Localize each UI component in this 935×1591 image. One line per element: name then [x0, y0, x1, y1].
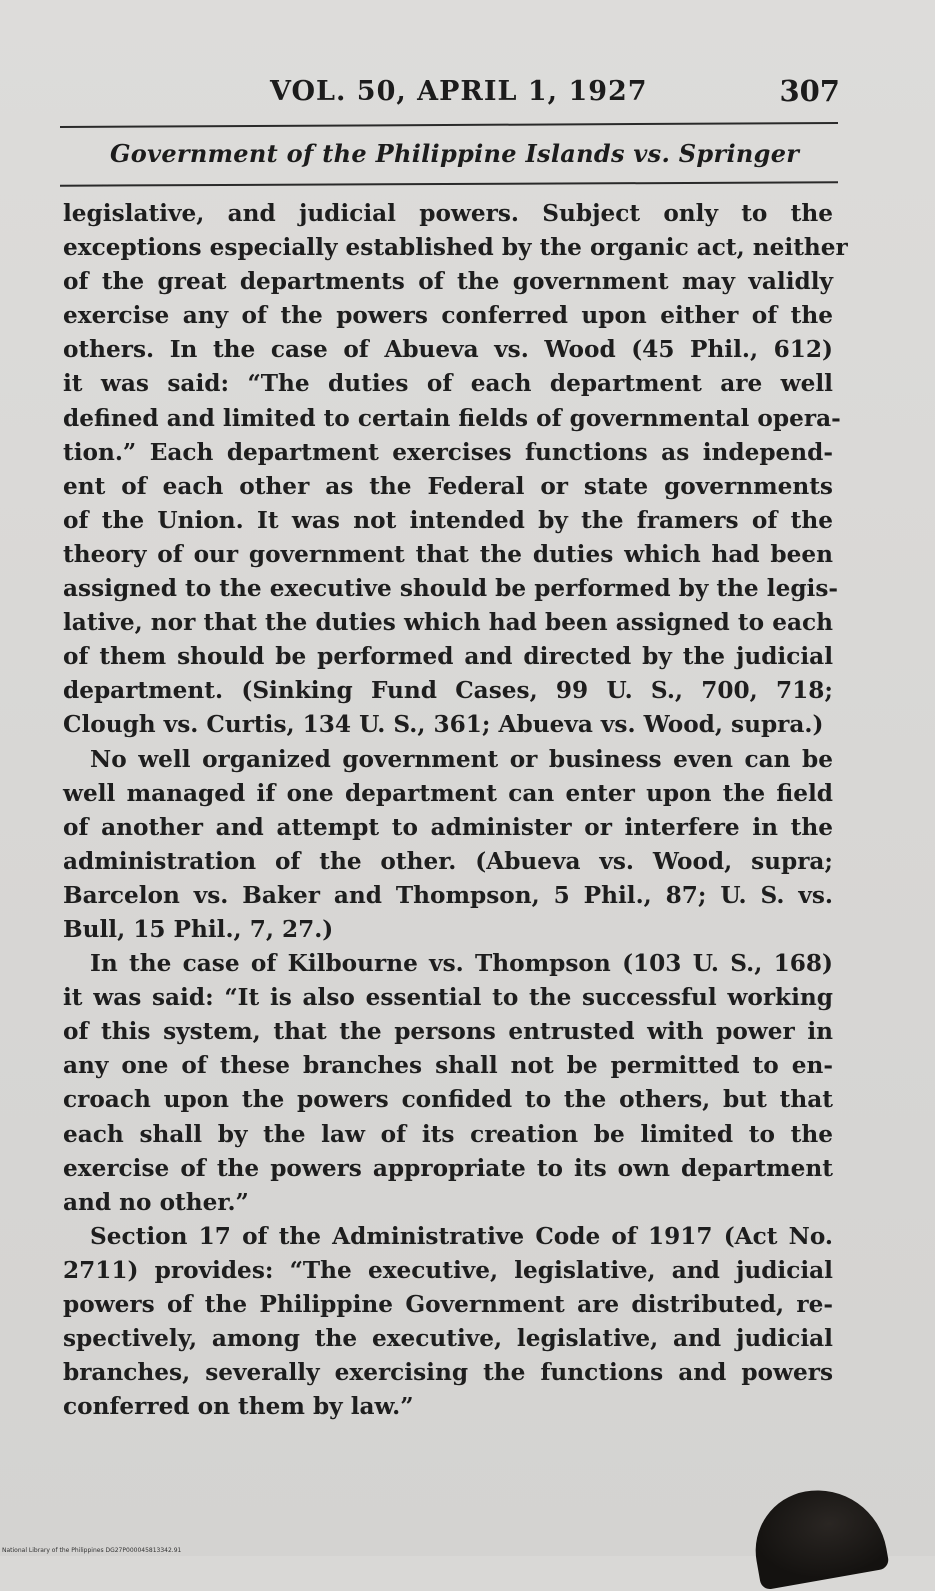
text-line: of this system, that the persons entrusted with power in: [63, 1018, 833, 1046]
scan-footer-label: National Library of the Philippines DG27P000045813342.91: [2, 1547, 182, 1554]
text-line: assigned to the executive should be performed by the legis-: [63, 575, 839, 603]
text-line: ent of each other as the Federal or state governments: [63, 472, 833, 500]
text-line: department. (Sinking Fund Cases, 99 U. S., 700, 718;: [63, 677, 833, 705]
text-line: of them should be performed and directed by the judicial: [63, 643, 833, 671]
thumb-shadow: [746, 1479, 890, 1590]
text-line: croach upon the powers confided to the others, but that: [63, 1086, 833, 1114]
volume-date-line: VOL. 50, APRIL 1, 1927: [270, 76, 648, 107]
text-line: defined and limited to certain fields of governmental opera-: [63, 404, 841, 432]
text-line: it was said: “The duties of each department are well: [63, 370, 833, 398]
text-line: Bull, 15 Phil., 7, 27.): [63, 915, 334, 943]
text-line: exercise any of the powers conferred upon either of the: [63, 302, 833, 330]
header-rule-bottom: [60, 181, 838, 186]
text-line: of another and attempt to administer or interfere in the: [63, 813, 833, 841]
text-line: In the case of Kilbourne vs. Thompson (103 U. S., 168): [90, 950, 833, 978]
text-line: exercise of the powers appropriate to its own department: [63, 1154, 833, 1182]
header-rule-top: [60, 122, 838, 128]
text-line: theory of our government that the duties which had been: [63, 540, 833, 568]
text-line: 2711) provides: “The executive, legislative, and judicial: [63, 1256, 833, 1284]
text-line: administration of the other. (Abueva vs. Wood, supra;: [63, 847, 833, 875]
text-line: spectively, among the executive, legislative, and judicial: [63, 1325, 833, 1353]
text-line: powers of the Philippine Government are distributed, re-: [63, 1291, 833, 1318]
text-line: any one of these branches shall not be permitted to en-: [63, 1052, 833, 1080]
text-line: of the great departments of the government may validly: [63, 268, 833, 296]
text-line: tion.” Each department exercises functions as independ-: [63, 438, 833, 466]
text-line: legislative, and judicial powers. Subject only to the: [63, 200, 833, 227]
text-line: Section 17 of the Administrative Code of 1917 (Act No.: [90, 1222, 833, 1250]
text-line: Clough vs. Curtis, 134 U. S., 361; Abueva vs. Wood, supra.): [63, 711, 824, 739]
text-line: well managed if one department can enter upon the field: [63, 779, 833, 807]
text-line: Barcelon vs. Baker and Thompson, 5 Phil., 87; U. S. vs.: [63, 881, 833, 909]
text-line: exceptions especially established by the organic act, neither: [63, 234, 848, 262]
running-title: Government of the Philippine Islands vs. Springer: [110, 139, 800, 168]
text-line: others. In the case of Abueva vs. Wood (45 Phil., 612): [63, 336, 833, 364]
text-line: of the Union. It was not intended by the framers of the: [63, 506, 833, 534]
page-header: [60, 76, 840, 116]
text-line: it was said: “It is also essential to the successful working: [63, 984, 833, 1012]
text-line: and no other.”: [63, 1188, 249, 1216]
text-line: branches, severally exercising the functions and powers: [63, 1359, 833, 1387]
text-line: No well organized government or business even can be: [90, 745, 833, 773]
text-line: each shall by the law of its creation be limited to the: [63, 1120, 833, 1148]
body-text: [63, 197, 848, 1424]
text-line: conferred on them by law.”: [63, 1393, 414, 1421]
text-line: lative, nor that the duties which had been assigned to each: [63, 609, 833, 637]
page-number: 307: [779, 74, 840, 108]
